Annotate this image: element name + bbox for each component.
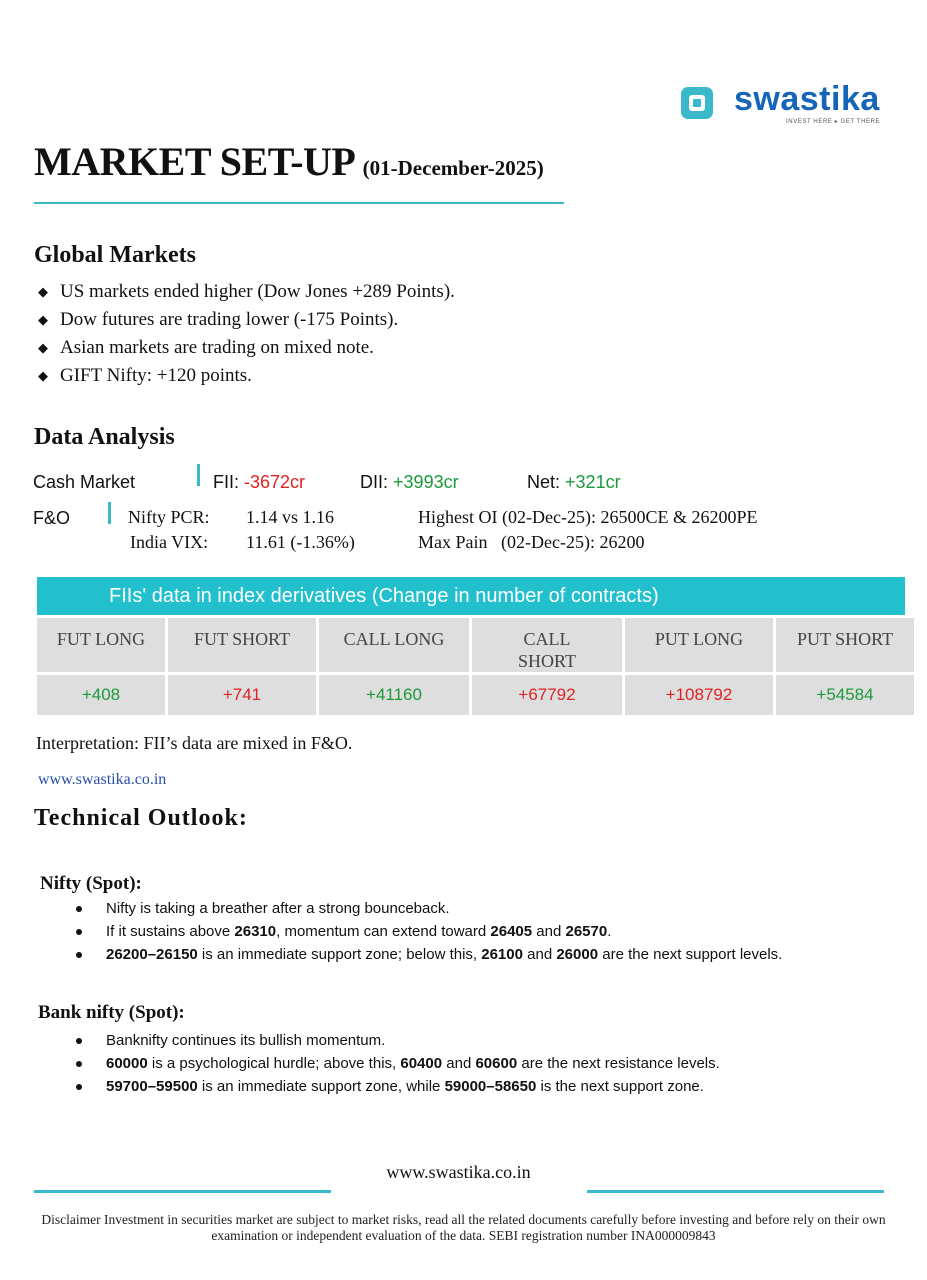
highest-oi-value: 26500CE & 26200PE — [600, 507, 758, 527]
table-header-cell: CALL SHORT — [472, 618, 622, 672]
fii-derivatives-table — [37, 577, 905, 715]
net-cash: Net: +321cr — [527, 472, 621, 492]
table-header-cell: FUT SHORT — [168, 618, 316, 672]
logo-wordmark: swastika — [734, 80, 880, 118]
list-item: 26200–26150 is an immediate support zone; below this, 26100 and 26000 are the next support levels. — [76, 943, 782, 966]
table-value-cell: +67792 — [472, 675, 622, 715]
dii-cash-value: +3993cr — [393, 472, 459, 492]
table-value-cell: +54584 — [776, 675, 914, 715]
fii-table-grid — [37, 618, 905, 715]
list-item: Nifty is taking a breather after a strong bounceback. — [76, 897, 782, 920]
table-value-cell: +408 — [37, 675, 165, 715]
nifty-pcr-value: 1.14 vs 1.16 — [246, 507, 335, 527]
india-vix: India VIX: 11.61 (-1.36%) — [130, 532, 355, 552]
table-header-cell: CALL LONG — [319, 618, 469, 672]
list-item: Banknifty continues its bullish momentum. — [76, 1029, 720, 1052]
interpretation-text: Interpretation: FII’s data are mixed in F&O. — [36, 733, 353, 753]
logo-mark-icon — [680, 86, 714, 120]
fo-label: F&O — [33, 508, 71, 528]
fo-divider — [108, 502, 111, 524]
list-item: ◆ GIFT Nifty: +120 points. — [36, 362, 455, 390]
banknifty-points-list — [76, 1029, 720, 1098]
list-item: ◆ US markets ended higher (Dow Jones +289 Points). — [36, 278, 455, 306]
website-link[interactable]: www.swastika.co.in — [38, 771, 167, 788]
table-value-cell: +108792 — [625, 675, 773, 715]
table-value-cell: +41160 — [319, 675, 469, 715]
india-vix-value: 11.61 (-1.36%) — [246, 532, 355, 552]
bullet-dot-icon — [76, 1038, 82, 1044]
page-title-main: MARKET SET-UP — [34, 139, 354, 184]
list-item: If it sustains above 26310, momentum can extend toward 26405 and 26570. — [76, 920, 782, 943]
footer-website-link[interactable]: www.swastika.co.in — [386, 1162, 531, 1182]
max-pain: Max Pain (02-Dec-25): 26200 — [418, 532, 645, 552]
diamond-bullet-icon: ◆ — [38, 340, 48, 355]
banknifty-spot-heading: Bank nifty (Spot): — [38, 1002, 185, 1023]
global-markets-list — [36, 278, 455, 390]
bullet-dot-icon — [76, 906, 82, 912]
global-markets-heading: Global Markets — [34, 242, 196, 268]
highest-oi: Highest OI (02-Dec-25): 26500CE & 26200PE — [418, 507, 758, 527]
fii-table-title: FIIs' data in index derivatives (Change in number of contracts) — [37, 577, 905, 615]
diamond-bullet-icon: ◆ — [38, 312, 48, 327]
bullet-dot-icon — [76, 952, 82, 958]
page-title-date: (01-December-2025) — [362, 156, 544, 180]
logo-tagline: INVEST HERE ▸ GET THERE — [786, 119, 881, 125]
fii-cash-value: -3672cr — [244, 472, 306, 492]
fii-cash: FII: -3672cr — [213, 472, 306, 492]
bullet-dot-icon — [76, 1061, 82, 1067]
cash-market-label: Cash Market — [33, 472, 136, 492]
dii-cash: DII: +3993cr — [360, 472, 459, 492]
nifty-spot-heading: Nifty (Spot): — [40, 873, 142, 894]
footer-divider-right — [587, 1190, 884, 1193]
bullet-dot-icon — [76, 1084, 82, 1090]
title-divider — [34, 202, 564, 204]
data-analysis-heading: Data Analysis — [34, 424, 175, 450]
footer-divider-left — [34, 1190, 331, 1193]
nifty-points-list — [76, 897, 782, 966]
net-cash-value: +321cr — [565, 472, 621, 492]
page-title — [34, 138, 544, 185]
list-item: ◆ Asian markets are trading on mixed note. — [36, 334, 455, 362]
list-item: 59700–59500 is an immediate support zone, while 59000–58650 is the next support zone. — [76, 1075, 720, 1098]
diamond-bullet-icon: ◆ — [38, 284, 48, 299]
list-item: 60000 is a psychological hurdle; above this, 60400 and 60600 are the next resistance levels. — [76, 1052, 720, 1075]
table-header-cell: PUT LONG — [625, 618, 773, 672]
diamond-bullet-icon: ◆ — [38, 368, 48, 383]
nifty-pcr: Nifty PCR: 1.14 vs 1.16 — [128, 507, 335, 527]
cash-market-divider — [197, 464, 200, 486]
company-logo — [680, 82, 890, 128]
technical-outlook-heading: Technical Outlook: — [34, 805, 248, 831]
disclaimer-text: Disclaimer Investment in securities market are subject to market risks, read all the related documents carefully before investing and before rely on their own examination or independent evaluation of the data. SEBI registration number INA000009843 — [41, 1212, 886, 1243]
max-pain-value: 26200 — [599, 532, 645, 552]
table-value-cell: +741 — [168, 675, 316, 715]
table-header-cell: PUT SHORT — [776, 618, 914, 672]
bullet-dot-icon — [76, 929, 82, 935]
list-item: ◆ Dow futures are trading lower (-175 Points). — [36, 306, 455, 334]
table-header-cell: FUT LONG — [37, 618, 165, 672]
